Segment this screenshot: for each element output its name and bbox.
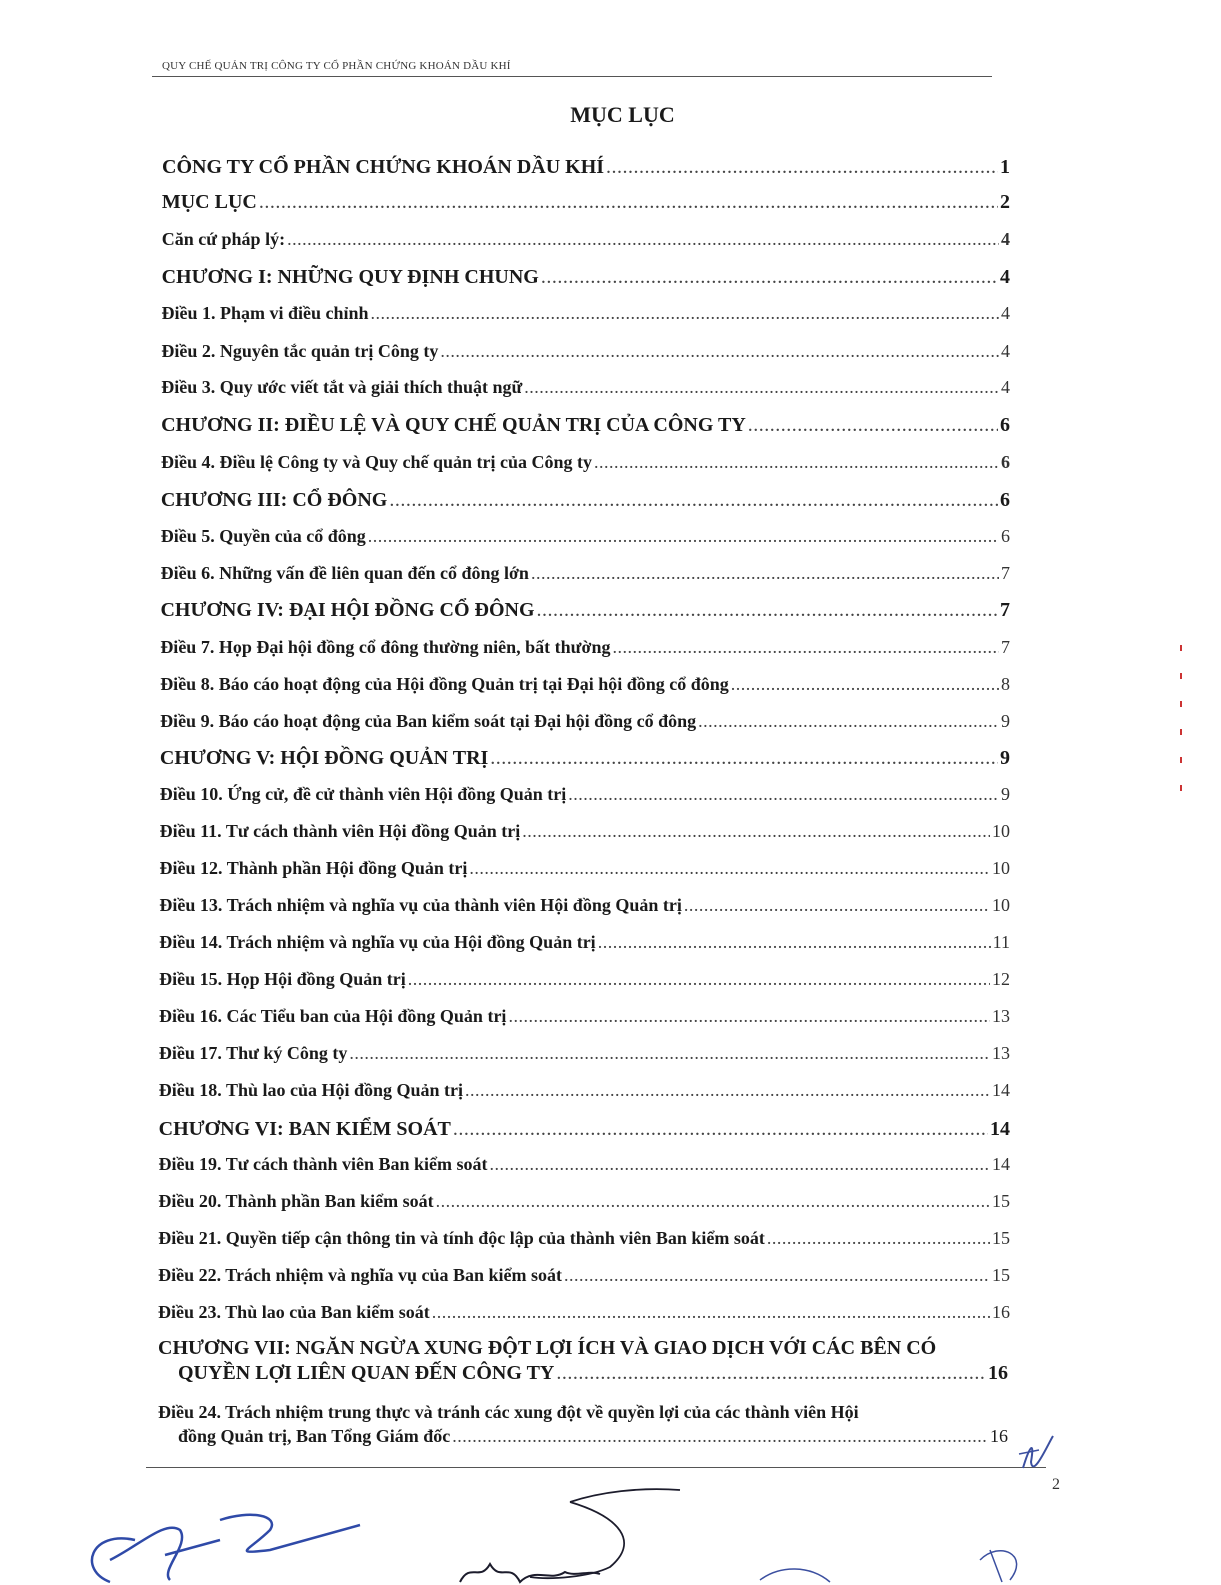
toc-entry-label-line1: CHƯƠNG VII: NGĂN NGỪA XUNG ĐỘT LỢI ÍCH VÀ GIAO DỊCH VỚI CÁC BÊN CÓ — [158, 1337, 937, 1359]
toc-entry-label: Điều 21. Quyền tiếp cận thông tin và tính độc lập của thành viên Ban kiểm soát — [158, 1228, 765, 1248]
toc-entry — [161, 526, 1010, 547]
toc-leader-dots — [259, 191, 998, 214]
toc-entry-page: 7 — [1000, 563, 1010, 583]
toc-entry-label: Điều 17. Thư ký Công ty — [158, 1043, 348, 1063]
toc-entry-label: Điều 2. Nguyên tắc quản trị Công ty — [161, 341, 439, 361]
toc-entry — [162, 191, 1010, 214]
toc-entry — [161, 303, 1010, 324]
toc-entry-label: Điều 8. Báo cáo hoạt động của Hội đồng Quản trị tại Đại hội đồng cổ đông — [160, 674, 729, 694]
toc-entry — [160, 637, 1010, 658]
toc-entry-label: CHƯƠNG V: HỘI ĐỒNG QUẢN TRỊ — [159, 747, 489, 769]
toc-entry — [158, 1302, 1010, 1323]
signature-middle — [450, 1482, 690, 1585]
toc-leader-dots — [612, 637, 999, 658]
toc-entry — [159, 1043, 1010, 1064]
toc-leader-dots — [436, 1191, 990, 1212]
toc-leader-dots — [371, 303, 999, 324]
toc-leader-dots — [522, 821, 990, 842]
toc-entry-label: Căn cứ pháp lý: — [161, 229, 286, 249]
toc-entry-label: Điều 19. Tư cách thành viên Ban kiểm soát — [158, 1154, 488, 1174]
toc-entry-label-line2: đồng Quản trị, Ban Tổng Giám đốc — [178, 1426, 451, 1446]
toc-entry-label: Điều 12. Thành phần Hội đồng Quản trị — [159, 858, 468, 878]
toc-entry — [160, 784, 1010, 805]
toc-entry-label: CÔNG TY CỔ PHẦN CHỨNG KHOÁN DẦU KHÍ — [162, 156, 605, 178]
toc-entry — [160, 858, 1010, 879]
toc-entry — [162, 229, 1010, 250]
toc-leader-dots — [537, 599, 998, 622]
toc-entry-page: 4 — [1000, 303, 1010, 323]
toc-entry-page: 13 — [991, 1043, 1010, 1063]
toc-entry-label: Điều 10. Ứng cử, đề cử thành viên Hội đồng Quản trị — [159, 784, 567, 804]
toc-entry-label: Điều 22. Trách nhiệm và nghĩa vụ của Ban kiểm soát — [158, 1265, 563, 1285]
toc-entry-page: 13 — [991, 1006, 1010, 1026]
toc-entry — [159, 932, 1010, 953]
toc-entry-label: CHƯƠNG III: CỔ ĐÔNG — [160, 489, 388, 511]
toc-entry — [161, 377, 1010, 398]
toc-entry-label: Điều 15. Họp Hội đồng Quản trị — [159, 969, 406, 989]
toc-entry — [159, 1118, 1010, 1141]
toc-leader-dots — [748, 414, 998, 437]
toc-entry — [160, 821, 1010, 842]
toc-leader-dots — [731, 674, 999, 695]
toc-entry-page: 4 — [999, 266, 1010, 288]
toc-entry-page: 6 — [1000, 526, 1010, 546]
toc-entry-page: 9 — [1000, 711, 1010, 731]
margin-marks — [1180, 645, 1182, 813]
toc-entry — [161, 414, 1010, 437]
toc-entry-label: MỤC LỤC — [161, 191, 257, 213]
toc-leader-dots — [452, 1424, 988, 1448]
toc-entry — [158, 1191, 1010, 1212]
toc-entry-page: 14 — [989, 1118, 1010, 1140]
toc-entry-page: 10 — [991, 858, 1010, 878]
toc-entry-page: 7 — [1000, 637, 1010, 657]
toc-leader-dots — [684, 895, 990, 916]
toc-leader-dots — [490, 1154, 990, 1175]
toc-leader-dots — [440, 341, 999, 362]
toc-leader-dots — [287, 229, 999, 250]
toc-entry-page: 7 — [999, 599, 1010, 621]
toc-entry-label: Điều 1. Phạm vi điều chỉnh — [161, 303, 369, 323]
toc-entry-label: Điều 7. Họp Đại hội đồng cổ đông thường niên, bất thường — [160, 637, 611, 657]
toc-leader-dots — [541, 266, 998, 289]
toc-entry — [159, 969, 1010, 990]
toc-entry — [159, 1080, 1010, 1101]
toc-entry-label: Điều 11. Tư cách thành viên Hội đồng Quản trị — [159, 821, 521, 841]
toc-leader-dots — [432, 1302, 990, 1323]
toc-leader-dots — [490, 747, 998, 770]
toc-entry-label: Điều 6. Những vấn đề liên quan đến cổ đông lớn — [160, 563, 529, 583]
toc-entry-label: Điều 13. Trách nhiệm và nghĩa vụ của thành viên Hội đồng Quản trị — [159, 895, 682, 915]
running-header: QUY CHẾ QUẢN TRỊ CÔNG TY CỔ PHẦN CHỨNG KHOÁN DẦU KHÍ — [162, 60, 511, 72]
toc-entry-label: Điều 3. Quy ước viết tắt và giải thích thuật ngữ — [161, 377, 523, 397]
toc-leader-dots — [389, 489, 998, 512]
toc-entry-label: Điều 9. Báo cáo hoạt động của Ban kiểm soát tại Đại hội đồng cổ đông — [160, 711, 697, 731]
toc-leader-dots — [524, 377, 999, 398]
toc-leader-dots — [408, 969, 990, 990]
toc-title: MỤC LỤC — [570, 102, 675, 127]
toc-entry-label: CHƯƠNG VI: BAN KIỂM SOÁT — [158, 1118, 451, 1140]
toc-entry-page: 9 — [1000, 784, 1010, 804]
initials-signature — [1005, 1428, 1065, 1488]
toc-entry-label-line2: QUYỀN LỢI LIÊN QUAN ĐẾN CÔNG TY — [178, 1362, 555, 1384]
toc-entry-label: Điều 4. Điều lệ Công ty và Quy chế quản trị của Công ty — [160, 452, 592, 472]
toc-entry-page: 11 — [992, 932, 1010, 952]
toc-entry-label: CHƯƠNG I: NHỮNG QUY ĐỊNH CHUNG — [161, 266, 539, 288]
toc-leader-dots — [594, 452, 999, 473]
toc-entry-page: 1 — [1000, 156, 1010, 178]
page-number: 2 — [1052, 1476, 1060, 1493]
toc-leader-dots — [598, 932, 991, 953]
toc-entry-page: 6 — [999, 414, 1010, 436]
toc-entry-label: Điều 5. Quyền của cổ đông — [160, 526, 366, 546]
toc-leader-dots — [568, 784, 999, 805]
toc-entry-page: 16 — [988, 1362, 1008, 1384]
toc-entry — [161, 489, 1010, 512]
toc-leader-dots — [453, 1118, 988, 1141]
toc-entry — [158, 1265, 1010, 1286]
toc-entry-label: Điều 20. Thành phần Ban kiểm soát — [158, 1191, 434, 1211]
toc-entry-page: 16 — [990, 1426, 1008, 1446]
toc-leader-dots — [465, 1080, 990, 1101]
toc-entry-page: 6 — [999, 489, 1010, 511]
toc-entry-page: 4 — [1000, 377, 1010, 397]
toc-entry-page: 15 — [991, 1191, 1010, 1211]
toc-entry-page: 2 — [999, 191, 1010, 213]
toc-entry — [159, 895, 1010, 916]
toc-entry-label-line1: Điều 24. Trách nhiệm trung thực và tránh các xung đột về quyền lợi của các thành viên Hội — [158, 1402, 859, 1422]
toc-entry-page: 4 — [1000, 229, 1010, 249]
toc-entry-label: Điều 14. Trách nhiệm và nghĩa vụ của Hội đồng Quản trị — [159, 932, 596, 952]
toc-entry-page: 12 — [991, 969, 1010, 989]
toc-entry — [160, 599, 1010, 622]
toc-entry — [158, 1228, 1010, 1249]
toc-leader-dots — [606, 156, 998, 179]
toc-leader-dots — [556, 1361, 986, 1386]
toc-entry-page: 8 — [1000, 674, 1010, 694]
toc-entry — [160, 711, 1010, 732]
toc-entry-label: CHƯƠNG IV: ĐẠI HỘI ĐỒNG CỔ ĐÔNG — [160, 599, 535, 621]
toc-entry-page: 10 — [991, 821, 1010, 841]
toc-entry — [161, 563, 1010, 584]
toc-entry — [162, 266, 1010, 289]
toc-leader-dots — [368, 526, 999, 547]
toc-entry-label: CHƯƠNG II: ĐIỀU LỆ VÀ QUY CHẾ QUẢN TRỊ CỦA CÔNG TY — [161, 414, 746, 436]
toc-entry — [160, 674, 1010, 695]
toc-leader-dots — [508, 1006, 990, 1027]
toc-entry-label: Điều 16. Các Tiểu ban của Hội đồng Quản trị — [159, 1006, 507, 1026]
toc-entry — [159, 1154, 1010, 1175]
footer-rule — [146, 1467, 1046, 1468]
toc-entry-page: 6 — [1000, 452, 1010, 472]
toc-entry-page: 14 — [991, 1154, 1010, 1174]
toc-entry — [161, 341, 1010, 362]
toc-entry-page: 16 — [992, 1302, 1010, 1322]
toc-entry — [162, 156, 1010, 179]
toc-entry-label: Điều 23. Thù lao của Ban kiểm soát — [158, 1302, 430, 1322]
toc-entry-wrapped — [158, 1400, 1038, 1448]
toc-entry — [160, 747, 1010, 770]
toc-leader-dots — [564, 1265, 990, 1286]
toc-entry — [161, 452, 1010, 473]
toc-entry-label: Điều 18. Thù lao của Hội đồng Quản trị — [158, 1080, 463, 1100]
signature-right — [740, 1510, 1040, 1585]
toc-leader-dots — [767, 1228, 990, 1249]
toc-entry-page: 9 — [999, 747, 1010, 769]
toc-entry-wrapped — [158, 1336, 1038, 1386]
toc-entry-page: 14 — [991, 1080, 1010, 1100]
toc-leader-dots — [349, 1043, 990, 1064]
toc-entry-page: 10 — [991, 895, 1010, 915]
toc-leader-dots — [698, 711, 999, 732]
toc-leader-dots — [531, 563, 999, 584]
toc-entry-page: 15 — [991, 1265, 1010, 1285]
toc-entry-page: 4 — [1000, 341, 1010, 361]
signature-left — [70, 1500, 370, 1585]
toc-entry-page: 15 — [991, 1228, 1010, 1248]
toc-entry — [159, 1006, 1010, 1027]
toc-leader-dots — [469, 858, 990, 879]
